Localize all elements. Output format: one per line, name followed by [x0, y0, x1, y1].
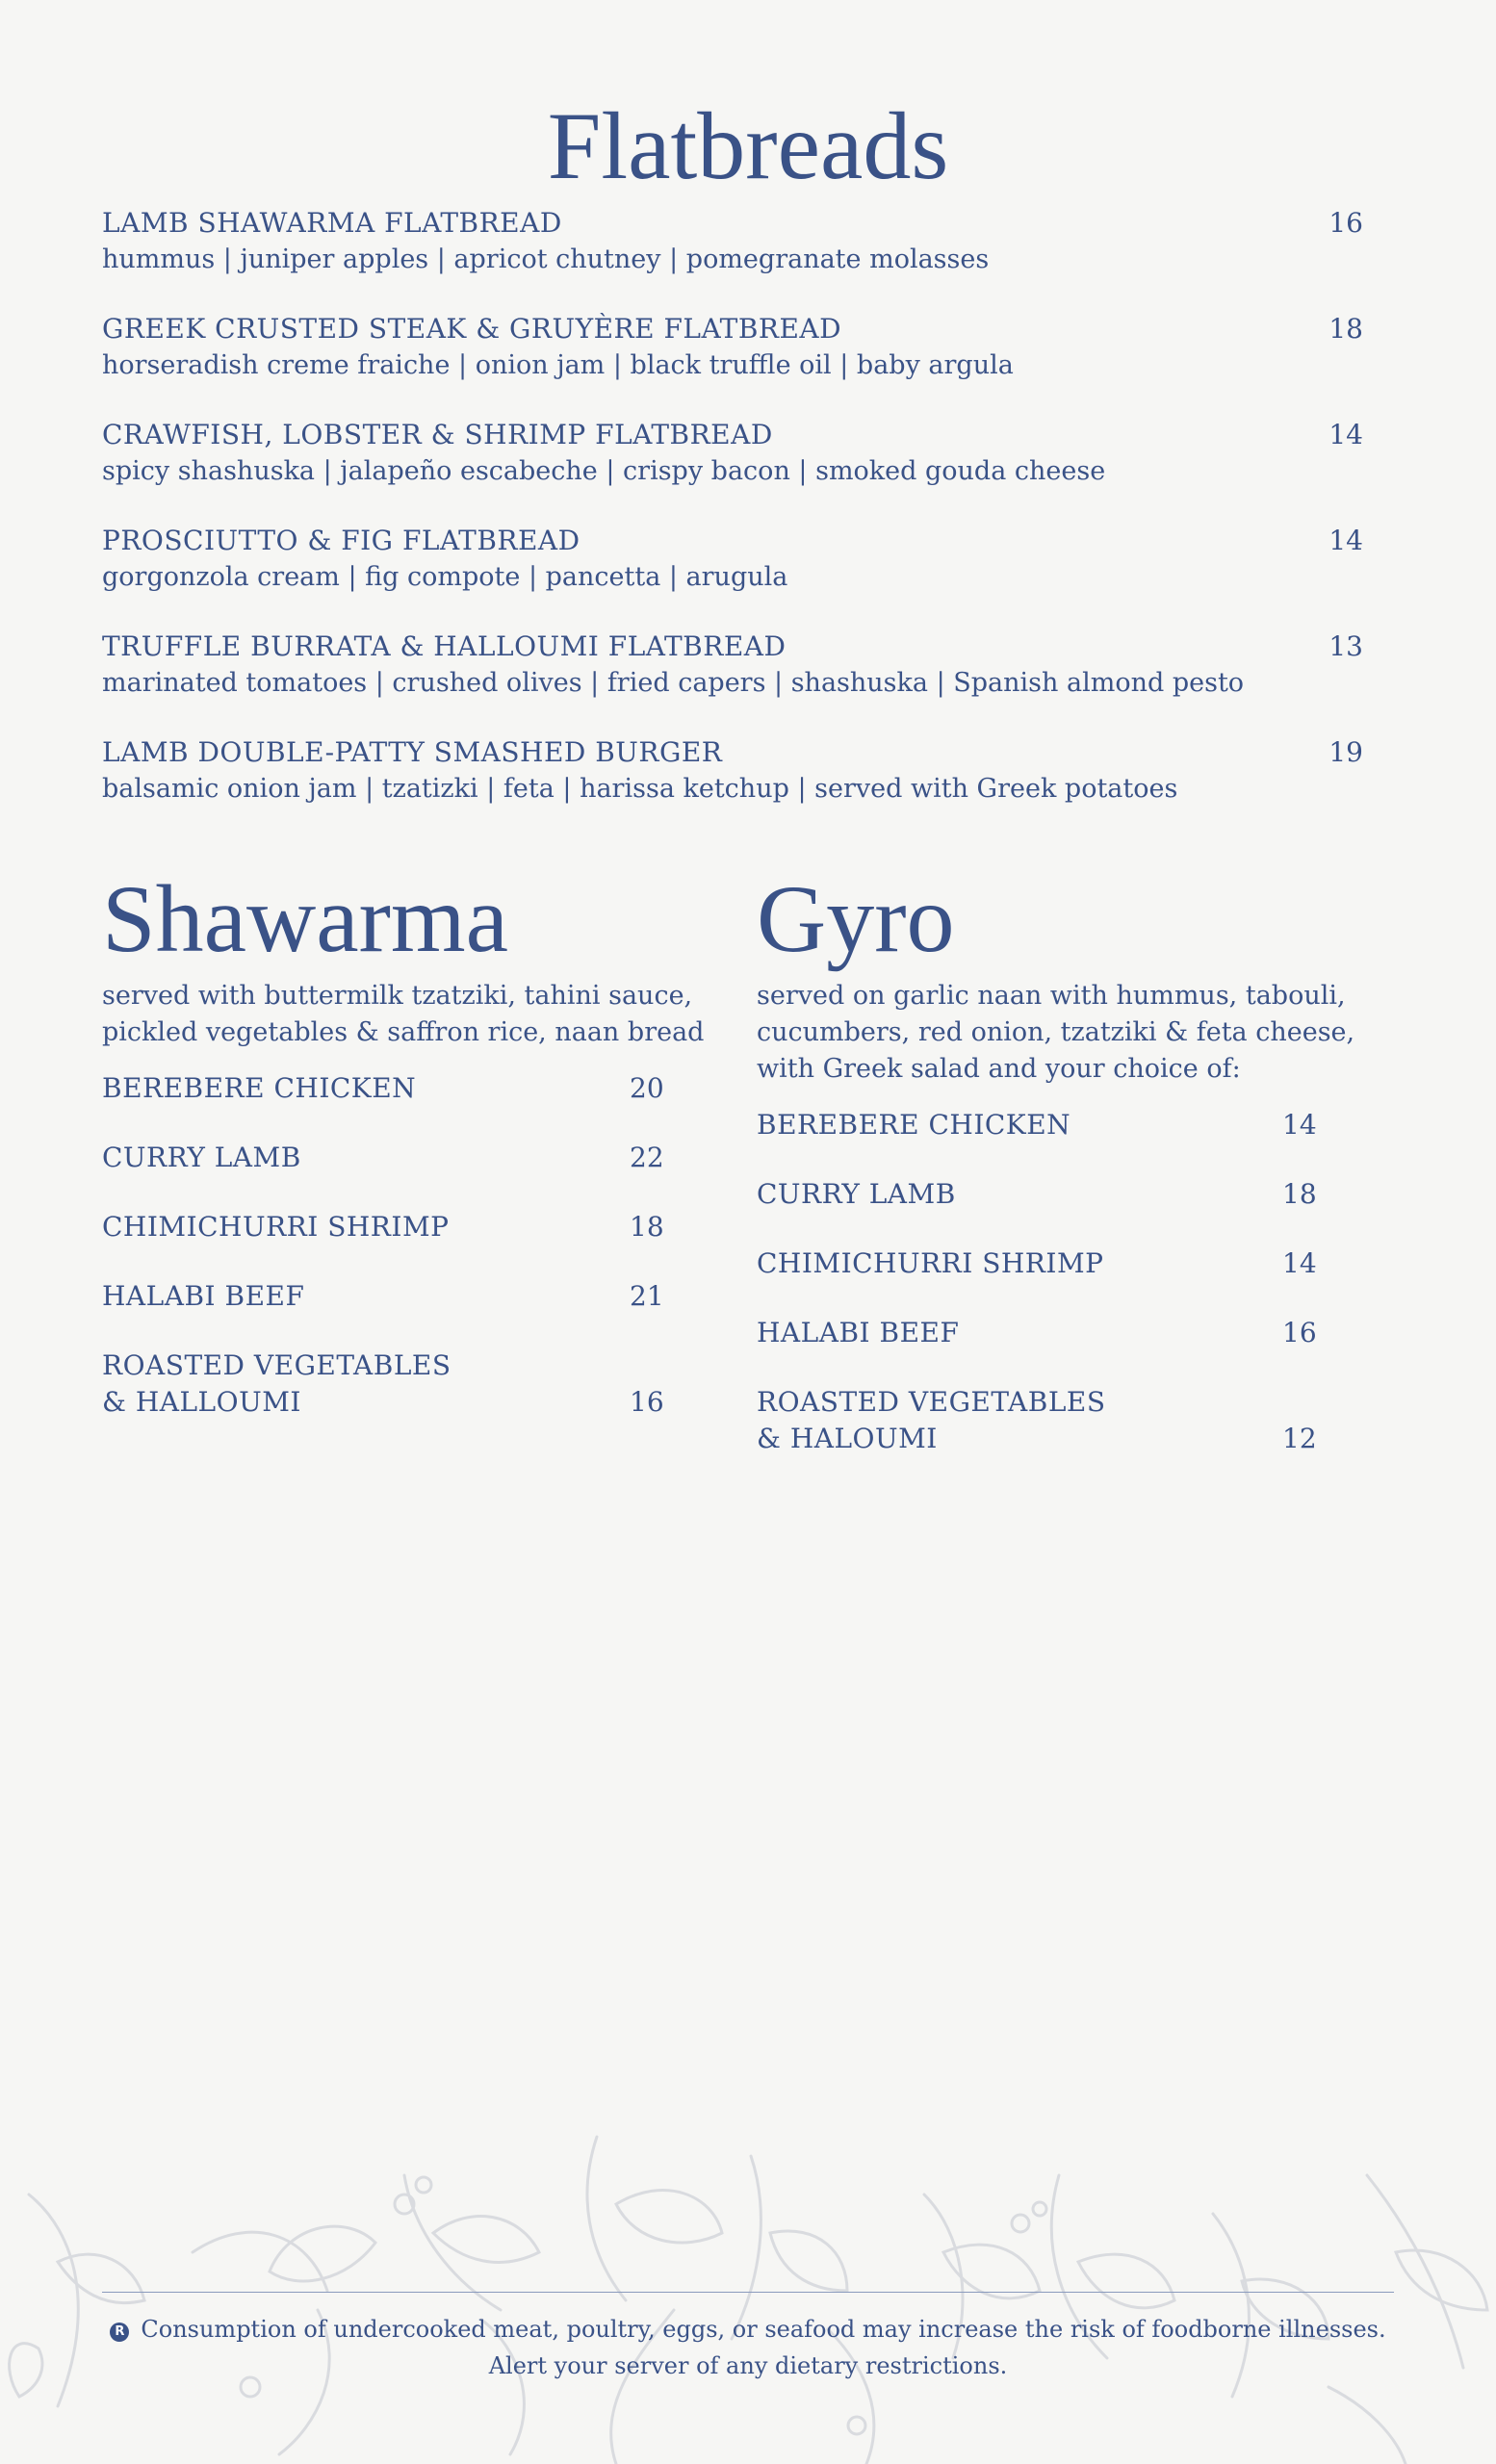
footer-line [0, 2311, 1496, 2348]
menu-item-description: hummus | juniper apples | apricot chutney | pomegranate molasses [102, 244, 990, 274]
menu-item [102, 1278, 664, 1315]
gyro-items [757, 1107, 1334, 1457]
shawarma-items [102, 1070, 680, 1421]
menu-item-price: 13 [1328, 630, 1363, 662]
menu-item-name-line: HALABI BEEF [757, 1317, 960, 1348]
flatbreads-list [102, 205, 1363, 840]
intro-line: pickled vegetables & saffron rice, naan bread [102, 1017, 705, 1047]
menu-item-description: horseradish creme fraiche | onion jam | black truffle oil | baby argula [102, 350, 1014, 380]
menu-item-name-line: BEREBERE CHICKEN [102, 1072, 417, 1104]
footer-line: Alert your server of any dietary restrictions. [488, 2352, 1008, 2379]
menu-item-price: 20 [630, 1072, 664, 1104]
menu-item-name [757, 1245, 1180, 1282]
menu-item-name: TRUFFLE BURRATA & HALLOUMI FLATBREAD [102, 630, 787, 662]
menu-item-name: LAMB DOUBLE-PATTY SMASHED BURGER [102, 736, 723, 768]
shawarma-title: Shawarma [102, 865, 509, 972]
footer-disclaimer [0, 2311, 1496, 2384]
menu-item-price: 18 [630, 1211, 664, 1243]
menu-item-name: LAMB SHAWARMA FLATBREAD [102, 207, 562, 239]
menu-item-name [102, 1278, 526, 1315]
menu-item-price: 16 [630, 1386, 664, 1418]
menu-item-price: 21 [630, 1280, 664, 1312]
menu-item-price: 16 [1328, 207, 1363, 239]
menu-item-name [757, 1107, 1180, 1143]
menu-item-name-line: & HALOUMI [757, 1423, 938, 1454]
menu-item-price: 18 [1328, 313, 1363, 345]
menu-item-price: 14 [1328, 525, 1363, 556]
menu-item [757, 1315, 1315, 1351]
menu-item-name [757, 1176, 1180, 1213]
menu-item-description: gorgonzola cream | fig compote | pancetta | arugula [102, 562, 788, 592]
footer-line-text: Consumption of undercooked meat, poultry, eggs, or seafood may increase the risk of foodborne illnesses. [141, 2316, 1386, 2343]
menu-item-description: spicy shashuska | jalapeño escabeche | crispy bacon | smoked gouda cheese [102, 456, 1106, 486]
menu-item [102, 417, 1363, 523]
menu-item-price: 16 [1282, 1317, 1317, 1348]
menu-item-price: 14 [1282, 1247, 1317, 1279]
menu-item-name [102, 1209, 526, 1245]
menu-item [102, 1348, 664, 1421]
menu-item-name-line: & HALLOUMI [102, 1386, 301, 1418]
menu-item-name-line: HALABI BEEF [102, 1280, 305, 1312]
menu-item [102, 311, 1363, 417]
menu-item [102, 1140, 664, 1176]
menu-item-price: 22 [630, 1142, 664, 1173]
menu-item-price: 14 [1328, 419, 1363, 450]
menu-item-name: PROSCIUTTO & FIG FLATBREAD [102, 525, 580, 556]
menu-item-price: 14 [1282, 1109, 1317, 1141]
menu-item-description: marinated tomatoes | crushed olives | fried capers | shashuska | Spanish almond pesto [102, 668, 1245, 698]
menu-item-name: GREEK CRUSTED STEAK & GRUYÈRE FLATBREAD [102, 313, 842, 345]
gyro-title: Gyro [757, 865, 955, 972]
menu-item-name [102, 1070, 526, 1107]
menu-item-description: balsamic onion jam | tzatizki | feta | harissa ketchup | served with Greek potatoes [102, 774, 1178, 804]
menu-item-name-line: BEREBERE CHICKEN [757, 1109, 1071, 1141]
menu-item [757, 1384, 1315, 1457]
menu-item-name [757, 1315, 1180, 1351]
menu-item-name [102, 1140, 526, 1176]
menu-item [757, 1107, 1315, 1143]
botanical-illustration-icon [0, 2118, 1496, 2464]
raw-food-warning-icon: R [110, 2323, 129, 2342]
footer-divider [102, 2292, 1394, 2293]
menu-item-name [102, 1348, 526, 1421]
menu-item [757, 1176, 1315, 1213]
menu-item-price: 19 [1328, 736, 1363, 768]
gyro-section [757, 865, 1355, 1490]
menu-item-name-line: ROASTED VEGETABLES [757, 1386, 1106, 1418]
menu-item-price: 18 [1282, 1178, 1317, 1210]
menu-item-name-line: CHIMICHURRI SHRIMP [757, 1247, 1104, 1279]
menu-item-name-line: CHIMICHURRI SHRIMP [102, 1211, 450, 1243]
menu-item [102, 205, 1363, 311]
menu-item-name-line: CURRY LAMB [102, 1142, 301, 1173]
menu-item [102, 523, 1363, 629]
intro-line: served with buttermilk tzatziki, tahini sauce, [102, 981, 693, 1011]
intro-line: cucumbers, red onion, tzatziki & feta cheese, [757, 1017, 1355, 1047]
flatbreads-title: Flatbreads [547, 92, 949, 199]
intro-line: with Greek salad and your choice of: [757, 1054, 1241, 1084]
shawarma-intro [102, 978, 705, 1051]
gyro-intro [757, 978, 1355, 1088]
menu-item [102, 629, 1363, 734]
menu-item-name-line: CURRY LAMB [757, 1178, 956, 1210]
menu-item-name: CRAWFISH, LOBSTER & SHRIMP FLATBREAD [102, 419, 773, 450]
menu-item [102, 1070, 664, 1107]
menu-item [102, 1209, 664, 1245]
menu-item-name [757, 1384, 1180, 1457]
menu-item [102, 734, 1363, 840]
shawarma-section [102, 865, 705, 1453]
menu-item [757, 1245, 1315, 1282]
menu-item-name-line: ROASTED VEGETABLES [102, 1349, 451, 1381]
intro-line: served on garlic naan with hummus, tabouli, [757, 981, 1346, 1011]
menu-item-price: 12 [1282, 1423, 1317, 1454]
